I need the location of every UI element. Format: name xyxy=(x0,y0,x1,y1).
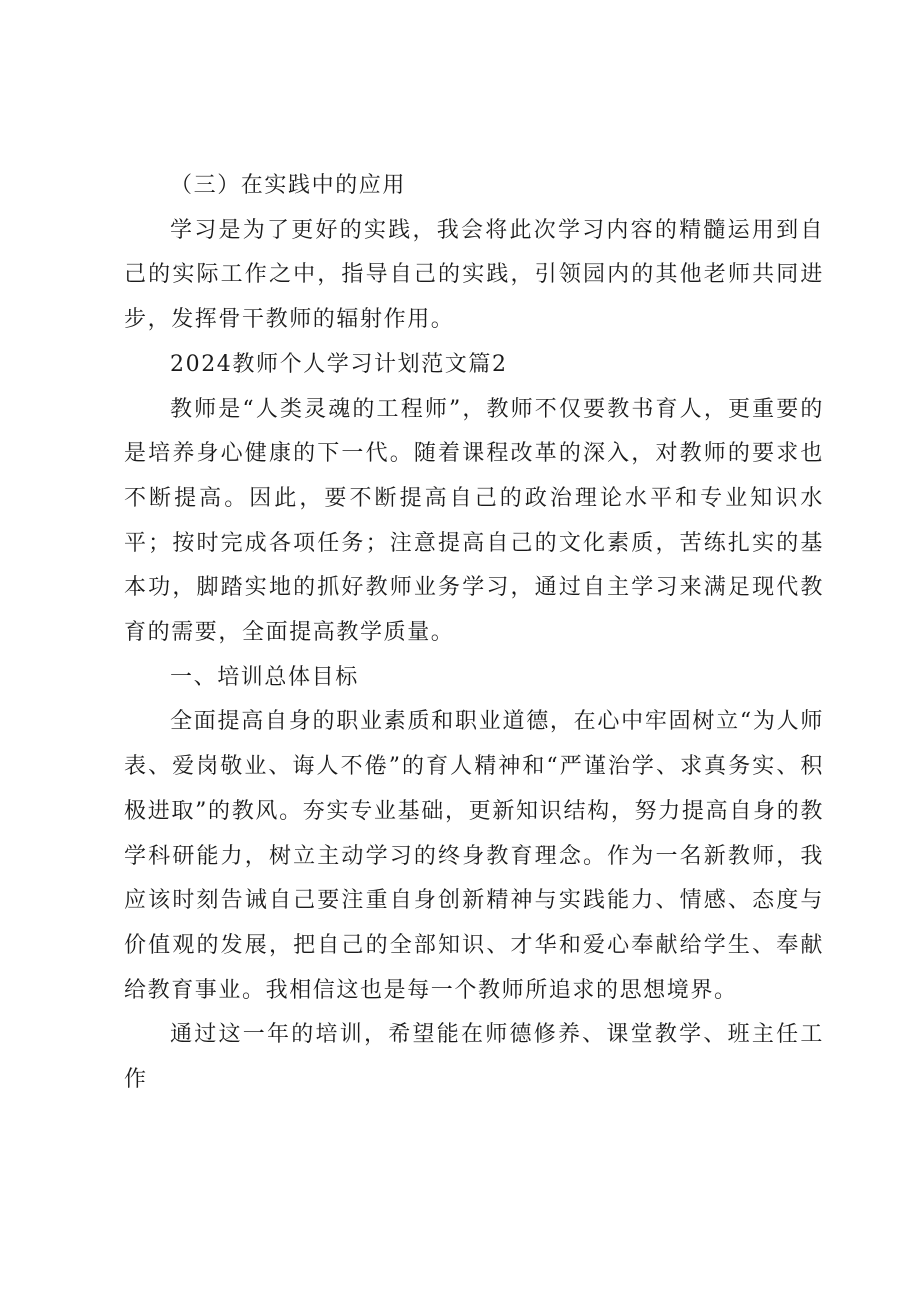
section-heading-practice: （三）在实践中的应用 xyxy=(170,173,407,198)
paragraph-training-year: 通过这一年的培训，希望能在师德修养、课堂教学、班主任工作 xyxy=(124,1022,824,1093)
section-heading-training-goals: 一、培训总体目标 xyxy=(170,664,359,690)
paragraph-training-goals: 全面提高自身的职业素质和职业道德，在心中牢固树立“为人师表、爱岗敬业、诲人不倦”的育人精神和“严谨治学、求真务实、积极进取”的教风。夯实专业基础，更新知识结构，努力提高自身的教学科研能力，树立主动学习的终身教育理念。作为一名新教师，我应该时刻告诫自己要注重自身创新精神与实践能力、情感、态度与价值观的发展，把自己的全部知识、才华和爱心奉献给学生、奉献给教育事业。我相信这也是每一个教师所追求的思想境界。 xyxy=(124,709,824,1003)
paragraph-practice: 学习是为了更好的实践，我会将此次学习内容的精髓运用到自己的实际工作之中，指导自己的实践，引领园内的其他老师共同进步，发挥骨干教师的辐射作用。 xyxy=(124,217,824,333)
article-title-part-2: 2024教师个人学习计划范文篇2 xyxy=(170,351,508,377)
paragraph-teacher-role: 教师是“人类灵魂的工程师”，教师不仅要教书育人，更重要的是培养身心健康的下一代。随着课程改革的深入，对教师的要求也不断提高。因此，要不断提高自己的政治理论水平和专业知识水平；按时完成各项任务；注意提高自己的文化素质，苦练扎实的基本功，脚踏实地的抓好教师业务学习，通过自主学习来满足现代教育的需要，全面提高教学质量。 xyxy=(124,396,824,646)
document-body xyxy=(124,164,824,1103)
